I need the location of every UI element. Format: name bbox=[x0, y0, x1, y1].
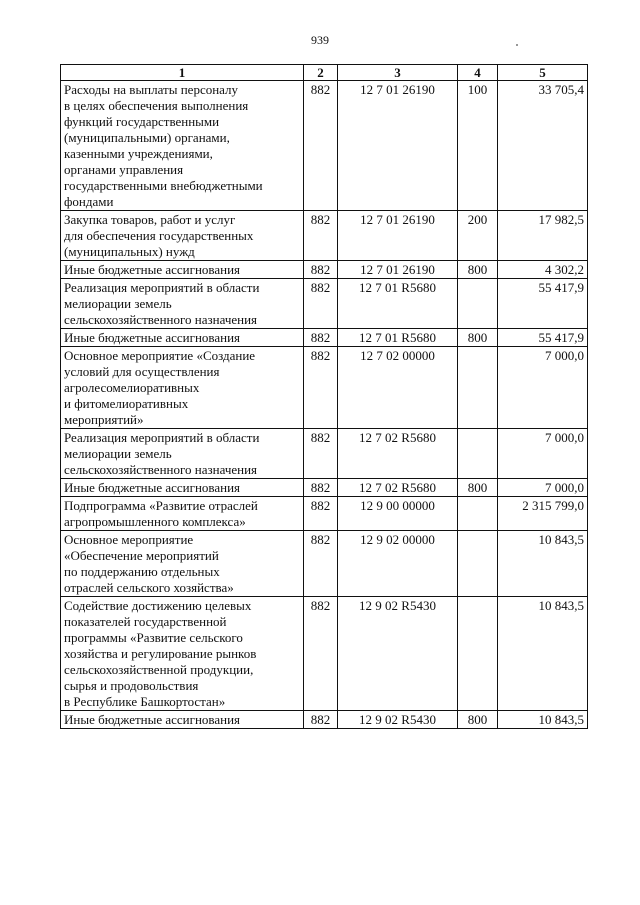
table-row bbox=[61, 531, 588, 597]
row-name-cell: Иные бюджетные ассигнования bbox=[61, 329, 304, 347]
row-amount-cell: 4 302,2 bbox=[498, 261, 588, 279]
page-number: 939 bbox=[311, 33, 329, 47]
row-target-code-cell: 12 9 02 R5430 bbox=[338, 597, 458, 711]
row-expense-type-cell bbox=[458, 597, 498, 711]
row-name-cell: Расходы на выплаты персоналу в целях обеспечения выполнения функций государственными (муниципальными) органами, казенными учреждениями, органами управления государственными внебюджетными фондами bbox=[61, 81, 304, 211]
row-ministry-code-cell: 882 bbox=[304, 597, 338, 711]
table-row bbox=[61, 81, 588, 211]
row-ministry-code-cell: 882 bbox=[304, 211, 338, 261]
row-ministry-code-cell: 882 bbox=[304, 479, 338, 497]
row-name-cell: Иные бюджетные ассигнования bbox=[61, 711, 304, 729]
row-ministry-code-cell: 882 bbox=[304, 429, 338, 479]
row-expense-type-cell: 100 bbox=[458, 81, 498, 211]
row-amount-cell: 7 000,0 bbox=[498, 429, 588, 479]
row-ministry-code-cell: 882 bbox=[304, 497, 338, 531]
row-expense-type-cell bbox=[458, 429, 498, 479]
row-ministry-code-cell: 882 bbox=[304, 81, 338, 211]
row-expense-type-cell bbox=[458, 497, 498, 531]
row-amount-cell: 7 000,0 bbox=[498, 347, 588, 429]
row-target-code-cell: 12 7 02 00000 bbox=[338, 347, 458, 429]
row-target-code-cell: 12 7 01 R5680 bbox=[338, 329, 458, 347]
row-expense-type-cell: 200 bbox=[458, 211, 498, 261]
row-name-cell: Основное мероприятие «Обеспечение мероприятий по поддержанию отдельных отраслей сельского хозяйства» bbox=[61, 531, 304, 597]
table-row bbox=[61, 479, 588, 497]
row-amount-cell: 7 000,0 bbox=[498, 479, 588, 497]
row-name-cell: Основное мероприятие «Создание условий для осуществления агролесомелиоративных и фитомелиоративных мероприятий» bbox=[61, 347, 304, 429]
row-ministry-code-cell: 882 bbox=[304, 711, 338, 729]
row-expense-type-cell: 800 bbox=[458, 479, 498, 497]
row-ministry-code-cell: 882 bbox=[304, 261, 338, 279]
row-amount-cell: 10 843,5 bbox=[498, 597, 588, 711]
row-amount-cell: 55 417,9 bbox=[498, 279, 588, 329]
row-ministry-code-cell: 882 bbox=[304, 531, 338, 597]
row-target-code-cell: 12 9 02 R5430 bbox=[338, 711, 458, 729]
row-name-cell: Реализация мероприятий в области мелиорации земель сельскохозяйственного назначения bbox=[61, 279, 304, 329]
header-col-3: 3 bbox=[338, 65, 458, 81]
row-target-code-cell: 12 7 01 26190 bbox=[338, 261, 458, 279]
table-header-row bbox=[61, 65, 588, 81]
table-row bbox=[61, 329, 588, 347]
row-expense-type-cell bbox=[458, 531, 498, 597]
table-row bbox=[61, 497, 588, 531]
row-expense-type-cell: 800 bbox=[458, 261, 498, 279]
table-row bbox=[61, 347, 588, 429]
row-ministry-code-cell: 882 bbox=[304, 347, 338, 429]
row-expense-type-cell bbox=[458, 279, 498, 329]
row-name-cell: Содействие достижению целевых показателей государственной программы «Развитие сельского хозяйства и регулирование рынков сельскохозяйственной продукции, сырья и продовольствия в Республике Башкортостан» bbox=[61, 597, 304, 711]
row-target-code-cell: 12 7 02 R5680 bbox=[338, 479, 458, 497]
row-amount-cell: 33 705,4 bbox=[498, 81, 588, 211]
table-row bbox=[61, 279, 588, 329]
header-col-2: 2 bbox=[304, 65, 338, 81]
row-name-cell: Закупка товаров, работ и услуг для обеспечения государственных (муниципальных) нужд bbox=[61, 211, 304, 261]
row-amount-cell: 2 315 799,0 bbox=[498, 497, 588, 531]
table-row bbox=[61, 211, 588, 261]
row-expense-type-cell bbox=[458, 347, 498, 429]
row-amount-cell: 10 843,5 bbox=[498, 711, 588, 729]
row-name-cell: Иные бюджетные ассигнования bbox=[61, 479, 304, 497]
table-row bbox=[61, 429, 588, 479]
row-target-code-cell: 12 7 01 26190 bbox=[338, 211, 458, 261]
row-name-cell: Иные бюджетные ассигнования bbox=[61, 261, 304, 279]
scan-speck bbox=[516, 44, 518, 46]
table-row bbox=[61, 261, 588, 279]
header-col-1: 1 bbox=[61, 65, 304, 81]
table-row bbox=[61, 597, 588, 711]
header-col-4: 4 bbox=[458, 65, 498, 81]
row-name-cell: Подпрограмма «Развитие отраслей агропромышленного комплекса» bbox=[61, 497, 304, 531]
row-target-code-cell: 12 7 01 26190 bbox=[338, 81, 458, 211]
row-target-code-cell: 12 7 01 R5680 bbox=[338, 279, 458, 329]
row-amount-cell: 17 982,5 bbox=[498, 211, 588, 261]
row-amount-cell: 55 417,9 bbox=[498, 329, 588, 347]
row-expense-type-cell: 800 bbox=[458, 329, 498, 347]
header-col-5: 5 bbox=[498, 65, 588, 81]
table-row bbox=[61, 711, 588, 729]
row-target-code-cell: 12 9 00 00000 bbox=[338, 497, 458, 531]
row-target-code-cell: 12 9 02 00000 bbox=[338, 531, 458, 597]
row-ministry-code-cell: 882 bbox=[304, 279, 338, 329]
row-name-cell: Реализация мероприятий в области мелиорации земель сельскохозяйственного назначения bbox=[61, 429, 304, 479]
row-ministry-code-cell: 882 bbox=[304, 329, 338, 347]
row-expense-type-cell: 800 bbox=[458, 711, 498, 729]
row-target-code-cell: 12 7 02 R5680 bbox=[338, 429, 458, 479]
budget-table bbox=[60, 64, 588, 729]
row-amount-cell: 10 843,5 bbox=[498, 531, 588, 597]
